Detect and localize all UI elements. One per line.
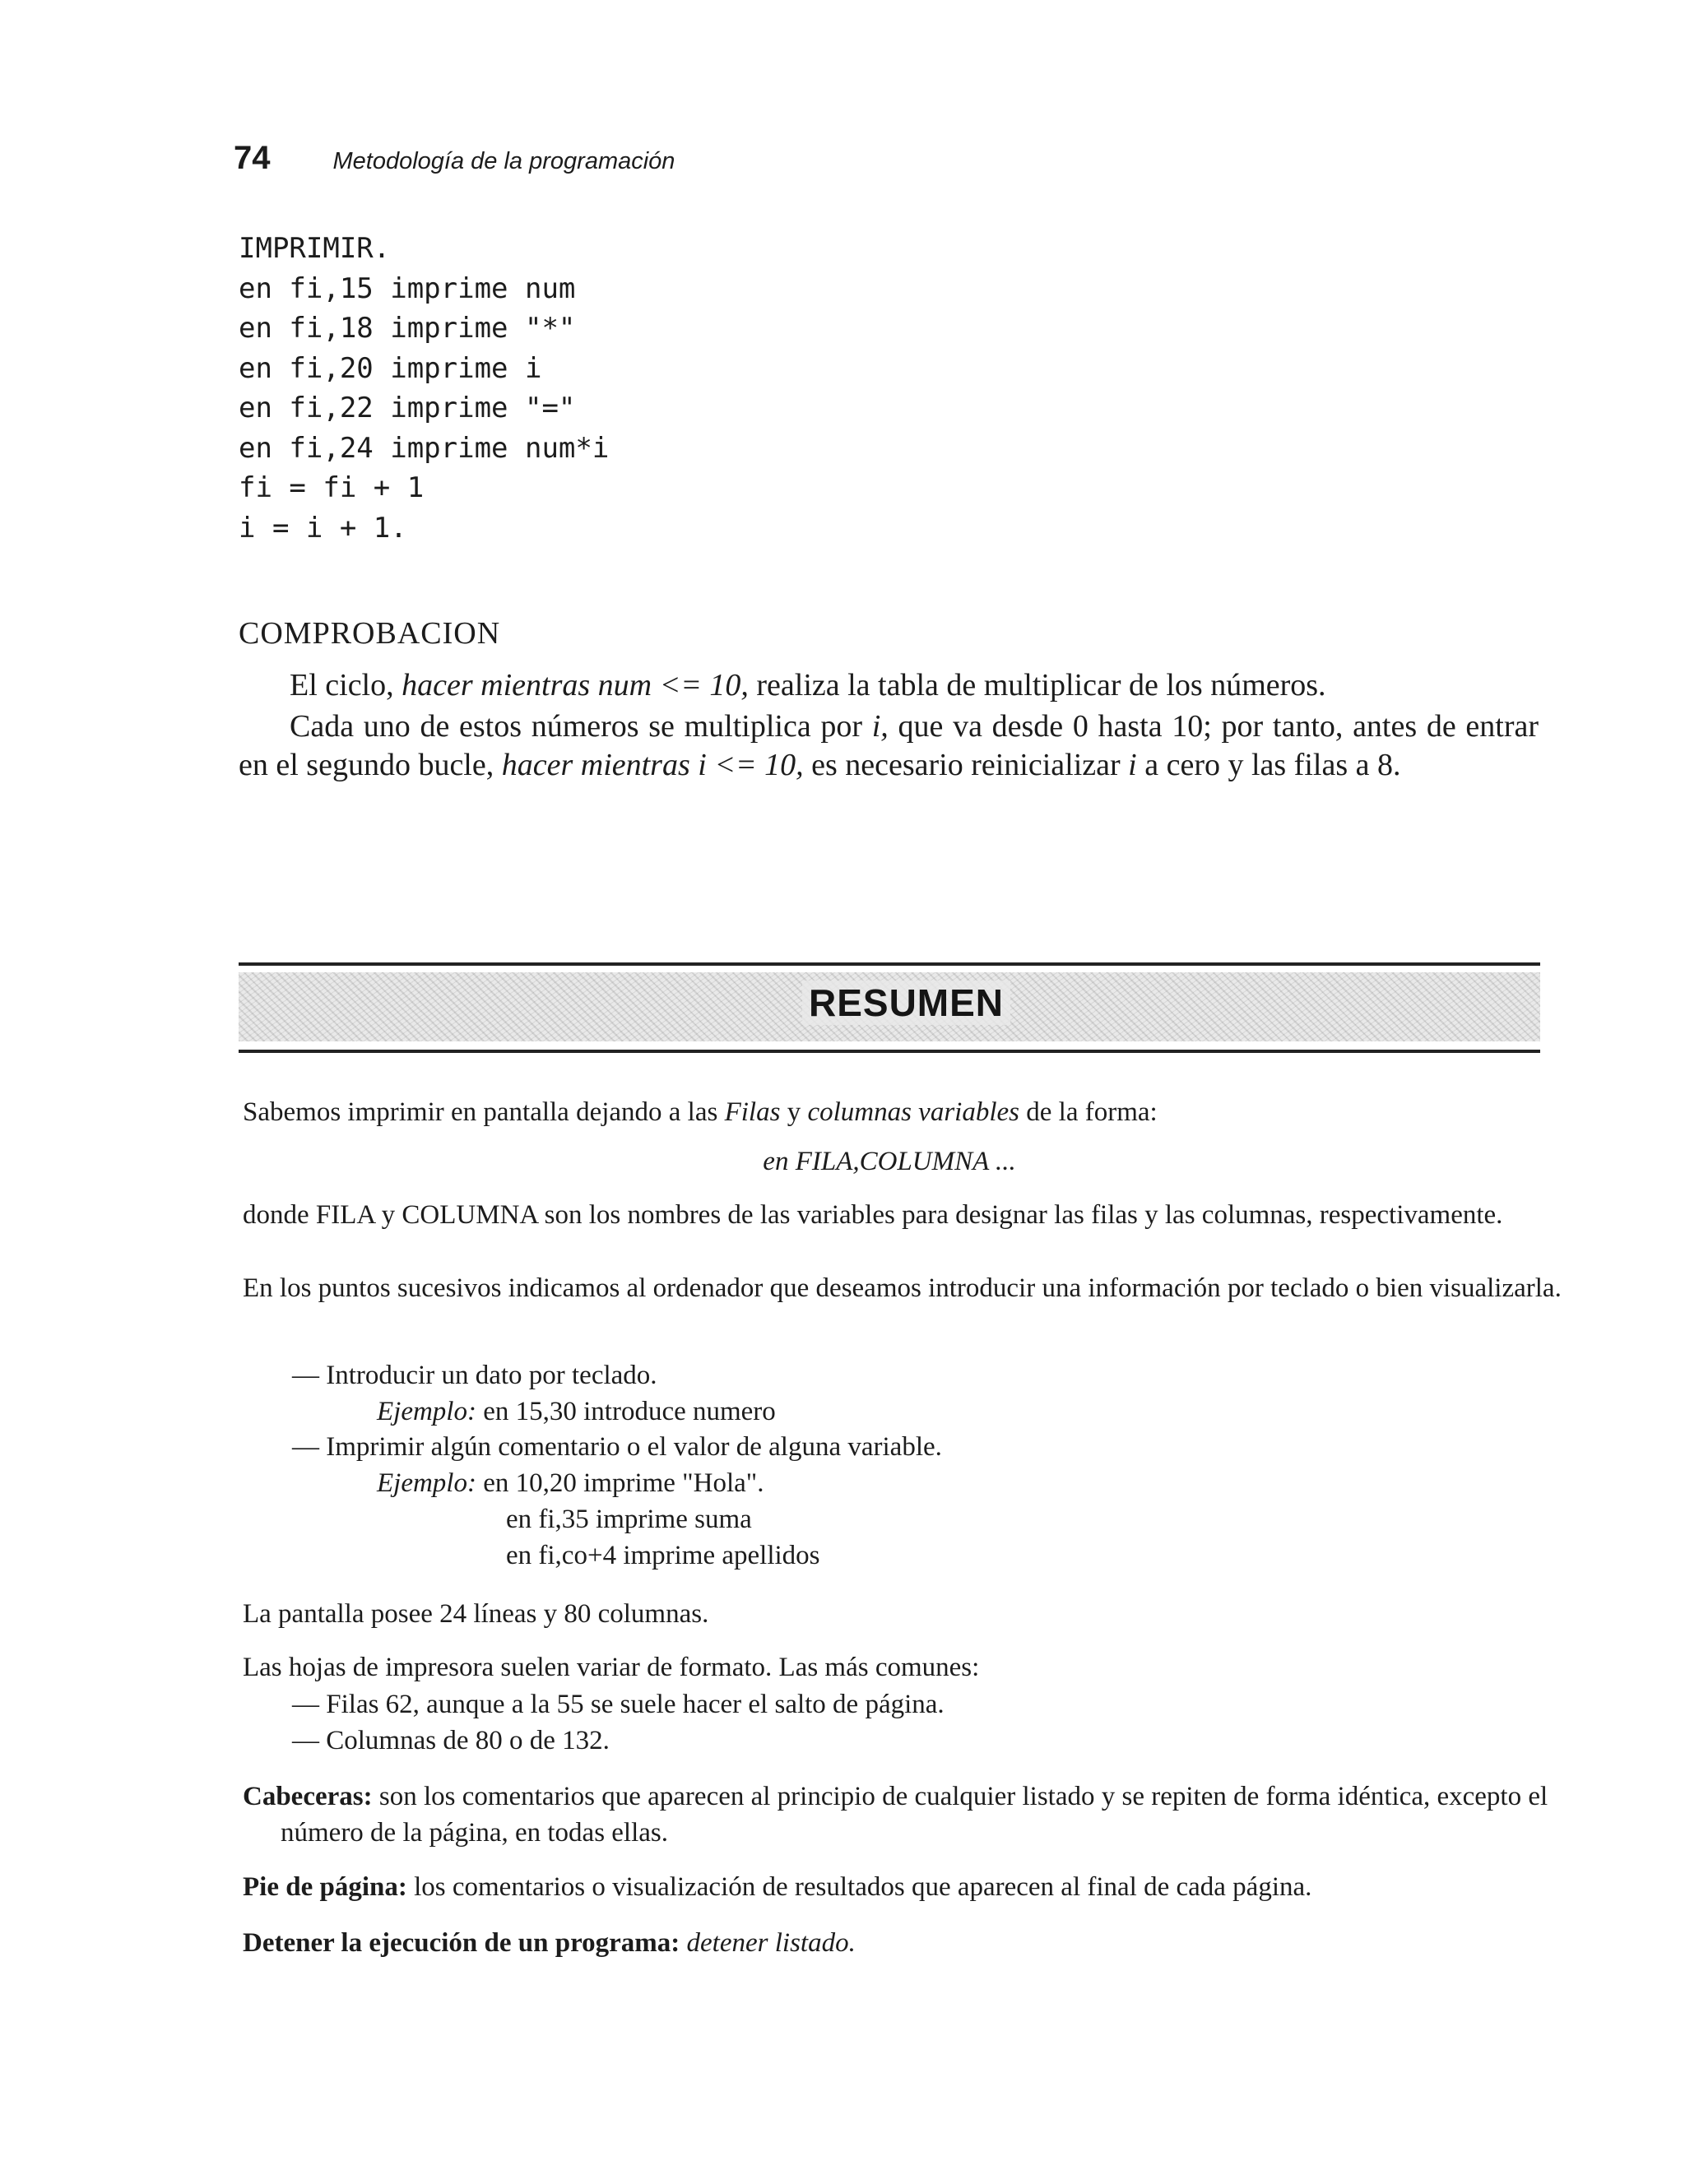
resumen-item2: — Imprimir algún comentario o el valor de alguna variable. — [292, 1432, 942, 1462]
italic-run: hacer mientras i <= 10, — [501, 748, 804, 782]
code-line: fi = fi + 1 — [239, 471, 425, 504]
running-title: Metodología de la programación — [332, 148, 675, 174]
resumen-banner — [239, 962, 1540, 1053]
bold-run: Cabeceras: — [243, 1782, 373, 1811]
comprobacion-paragraph-1 — [239, 666, 1539, 705]
text-run: es necesario reinicializar — [803, 748, 1129, 782]
italic-run: i — [1128, 748, 1137, 782]
resumen-item2-example-2: en fi,35 imprime suma — [506, 1505, 752, 1534]
text-run: los comentarios o visualización de resultados que aparecen al final de cada página. — [406, 1872, 1312, 1902]
text-run: realiza la tabla de multiplicar de los números. — [748, 668, 1326, 702]
resumen-s3: En los puntos sucesivos indicamos al ordenador que deseamos introducir una información por teclado o bien visualizarla. — [243, 1273, 1562, 1303]
resumen-s8 — [243, 1925, 1543, 1961]
resumen-formula: en FILA,COLUMNA ... — [763, 1147, 1016, 1176]
text-run: El ciclo, — [290, 668, 402, 702]
text-run: a cero y las filas a 8. — [1136, 748, 1401, 782]
text-run: en 15,30 introduce numero — [476, 1397, 776, 1426]
text-run: y — [780, 1097, 808, 1127]
banner-rule — [239, 1050, 1540, 1053]
italic-run: Filas — [724, 1097, 781, 1127]
resumen-s5: Las hojas de impresora suelen variar de formato. Las más comunes: — [243, 1653, 980, 1682]
resumen-item1-example — [377, 1393, 1677, 1430]
text-run: en 10,20 imprime "Hola". — [476, 1468, 764, 1498]
code-line: IMPRIMIR. — [239, 232, 391, 265]
code-line: en fi,15 imprime num — [239, 271, 576, 305]
text-run: Sabemos imprimir en pantalla dejando a las — [243, 1097, 725, 1127]
code-line: en fi,20 imprime i — [239, 351, 542, 385]
page-number: 74 — [234, 140, 271, 176]
text-run: son los comentarios que aparecen al principio de cualquier listado y se repiten de forma idéntica, excepto el número de la página, en todas ellas. — [281, 1782, 1548, 1848]
banner-rule — [239, 962, 1540, 966]
resumen-s4: La pantalla posee 24 líneas y 80 columnas. — [243, 1599, 709, 1629]
bold-run: Pie de página: — [243, 1872, 407, 1902]
resumen-s2: donde FILA y COLUMNA son los nombres de las variables para designar las filas y las columnas, respectivamente. — [243, 1200, 1503, 1230]
section-heading-comprobacion: COMPROBACION — [239, 616, 501, 651]
resumen-s1 — [243, 1094, 1543, 1130]
resumen-item2-example-3: en fi,co+4 imprime apellidos — [506, 1541, 820, 1570]
text-run: Cada uno de estos números se multiplica por — [290, 709, 872, 744]
text-run: de la forma: — [1019, 1097, 1158, 1127]
resumen-s7 — [243, 1869, 1543, 1905]
text-run: que va desde 0 hasta 10; por tanto, antes de entrar en el segundo bucle, — [239, 709, 1539, 782]
resumen-s6 — [243, 1778, 1581, 1851]
resumen-title: RESUMEN — [802, 981, 1010, 1025]
page-header — [234, 140, 675, 177]
code-line: en fi,24 imprime num*i — [239, 431, 610, 465]
resumen-item2-example — [377, 1465, 1677, 1501]
code-line: i = i + 1. — [239, 511, 407, 545]
code-line: en fi,18 imprime "*" — [239, 312, 576, 345]
resumen-s5-item1: — Filas 62, aunque a la 55 se suele hacer el salto de página. — [292, 1690, 945, 1719]
italic-run: Ejemplo: — [377, 1397, 476, 1426]
resumen-item1: — Introducir un dato por teclado. — [292, 1361, 657, 1390]
code-block — [239, 229, 609, 548]
comprobacion-paragraph-2 — [239, 707, 1539, 785]
italic-run: hacer mientras num <= 10, — [402, 668, 749, 702]
bold-run: Detener la ejecución de un programa: — [243, 1928, 680, 1958]
italic-run: columnas variables — [807, 1097, 1019, 1127]
italic-run: i, — [871, 709, 889, 744]
italic-run: Ejemplo: — [377, 1468, 476, 1498]
code-line: en fi,22 imprime "=" — [239, 392, 576, 424]
resumen-s5-item2: — Columnas de 80 o de 132. — [292, 1726, 610, 1755]
italic-run: detener listado. — [686, 1928, 856, 1958]
